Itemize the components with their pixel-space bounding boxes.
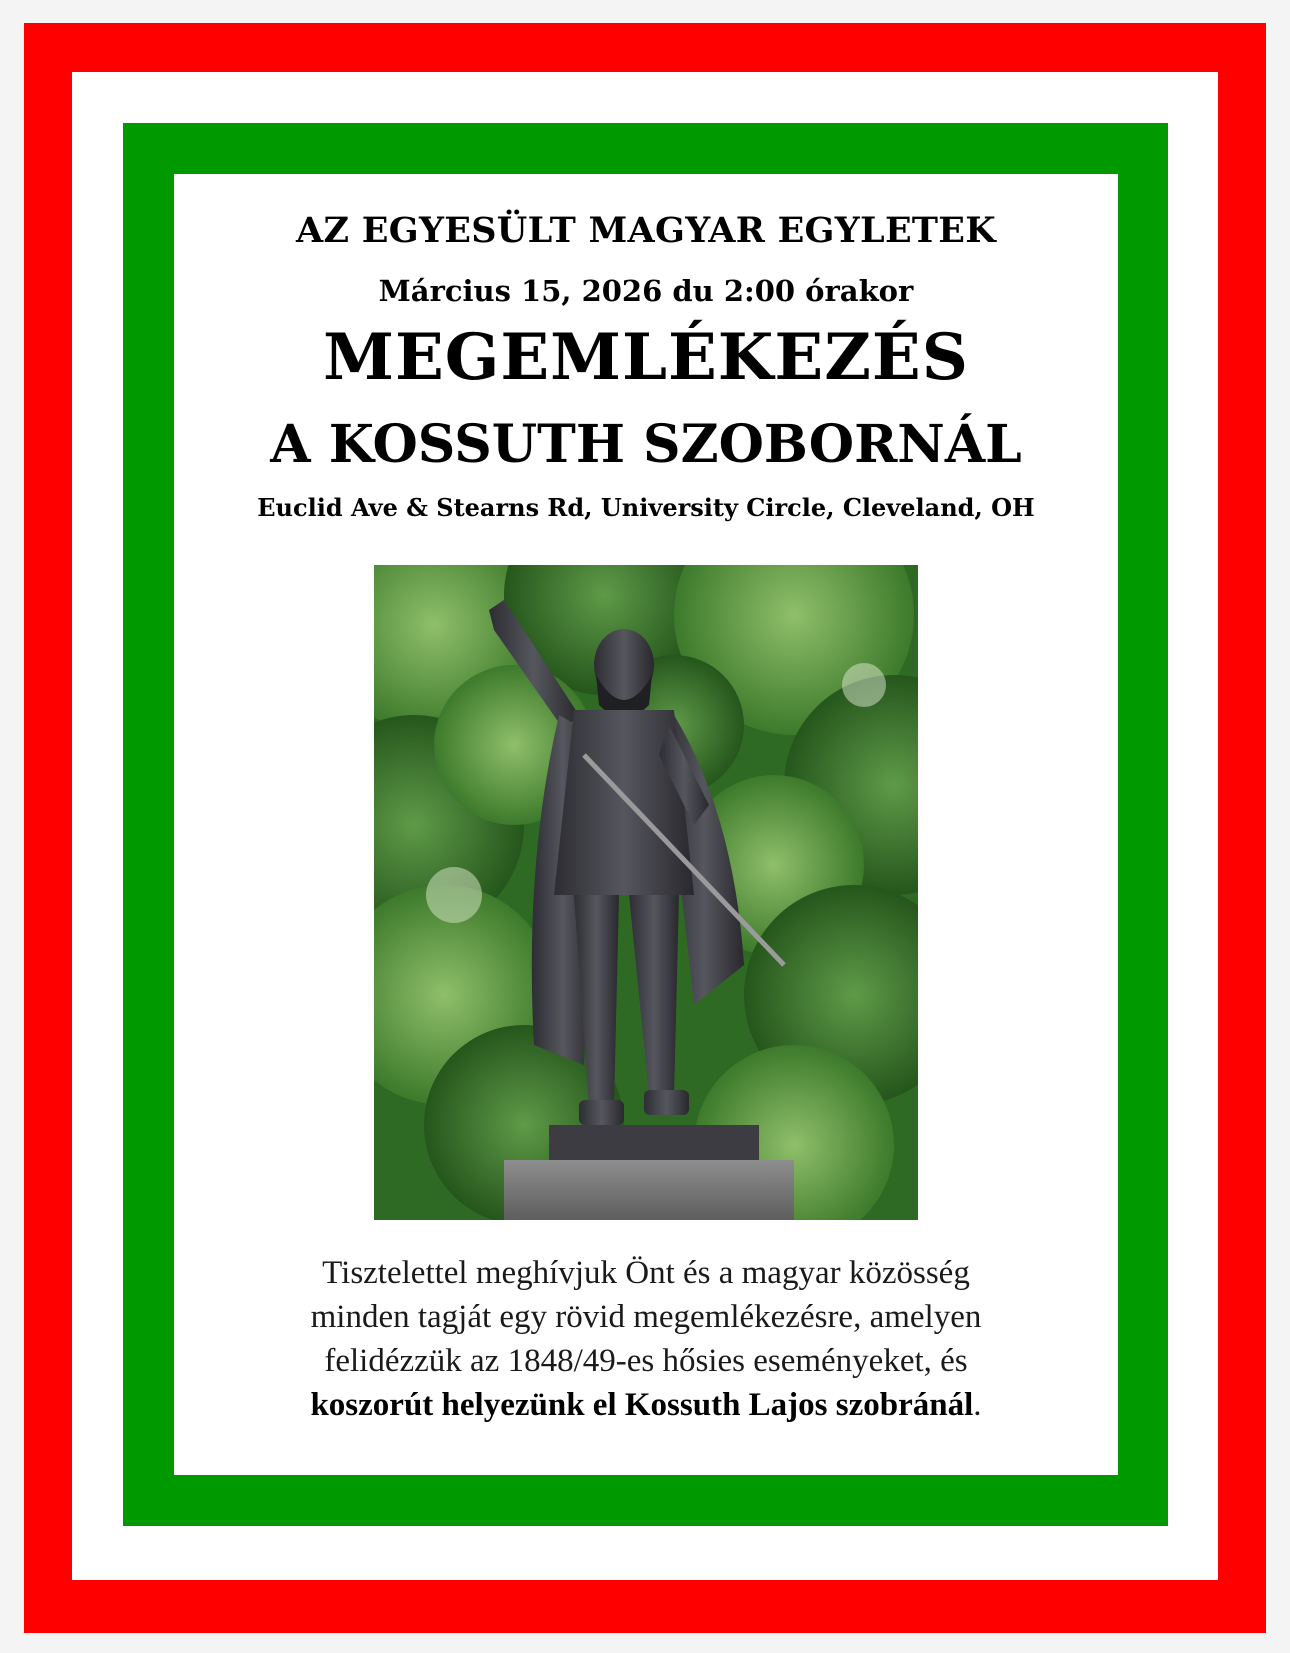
- event-address: Euclid Ave & Stearns Rd, University Circle, Cleveland, OH: [257, 493, 1035, 522]
- invitation-line-2: minden tagját egy rövid megemlékezésre, amelyen: [310, 1299, 982, 1335]
- subheadline: A KOSSUTH SZOBORNÁL: [270, 414, 1022, 475]
- invitation-line-3: felidézzük az 1848/49-es hősies eseményeket, és: [324, 1343, 968, 1379]
- invitation-line-1: Tisztelettel meghívjuk Önt és a magyar közösség: [322, 1255, 970, 1291]
- invitation-line-4: [194, 1383, 1098, 1427]
- closing-period: .: [973, 1387, 982, 1423]
- statue-illustration: [374, 565, 918, 1220]
- headline: MEGEMLÉKEZÉS: [323, 320, 969, 395]
- wreath-laying-text: koszorút helyezünk el Kossuth Lajos szobránál: [310, 1387, 974, 1423]
- event-date-time: Március 15, 2026 du 2:00 órakor: [378, 274, 914, 308]
- flyer-panel: [174, 174, 1118, 1475]
- organization-name: AZ EGYESÜLT MAGYAR EGYLETEK: [296, 210, 996, 251]
- invitation-text: [194, 1251, 1098, 1427]
- kossuth-statue-photo: [374, 565, 918, 1220]
